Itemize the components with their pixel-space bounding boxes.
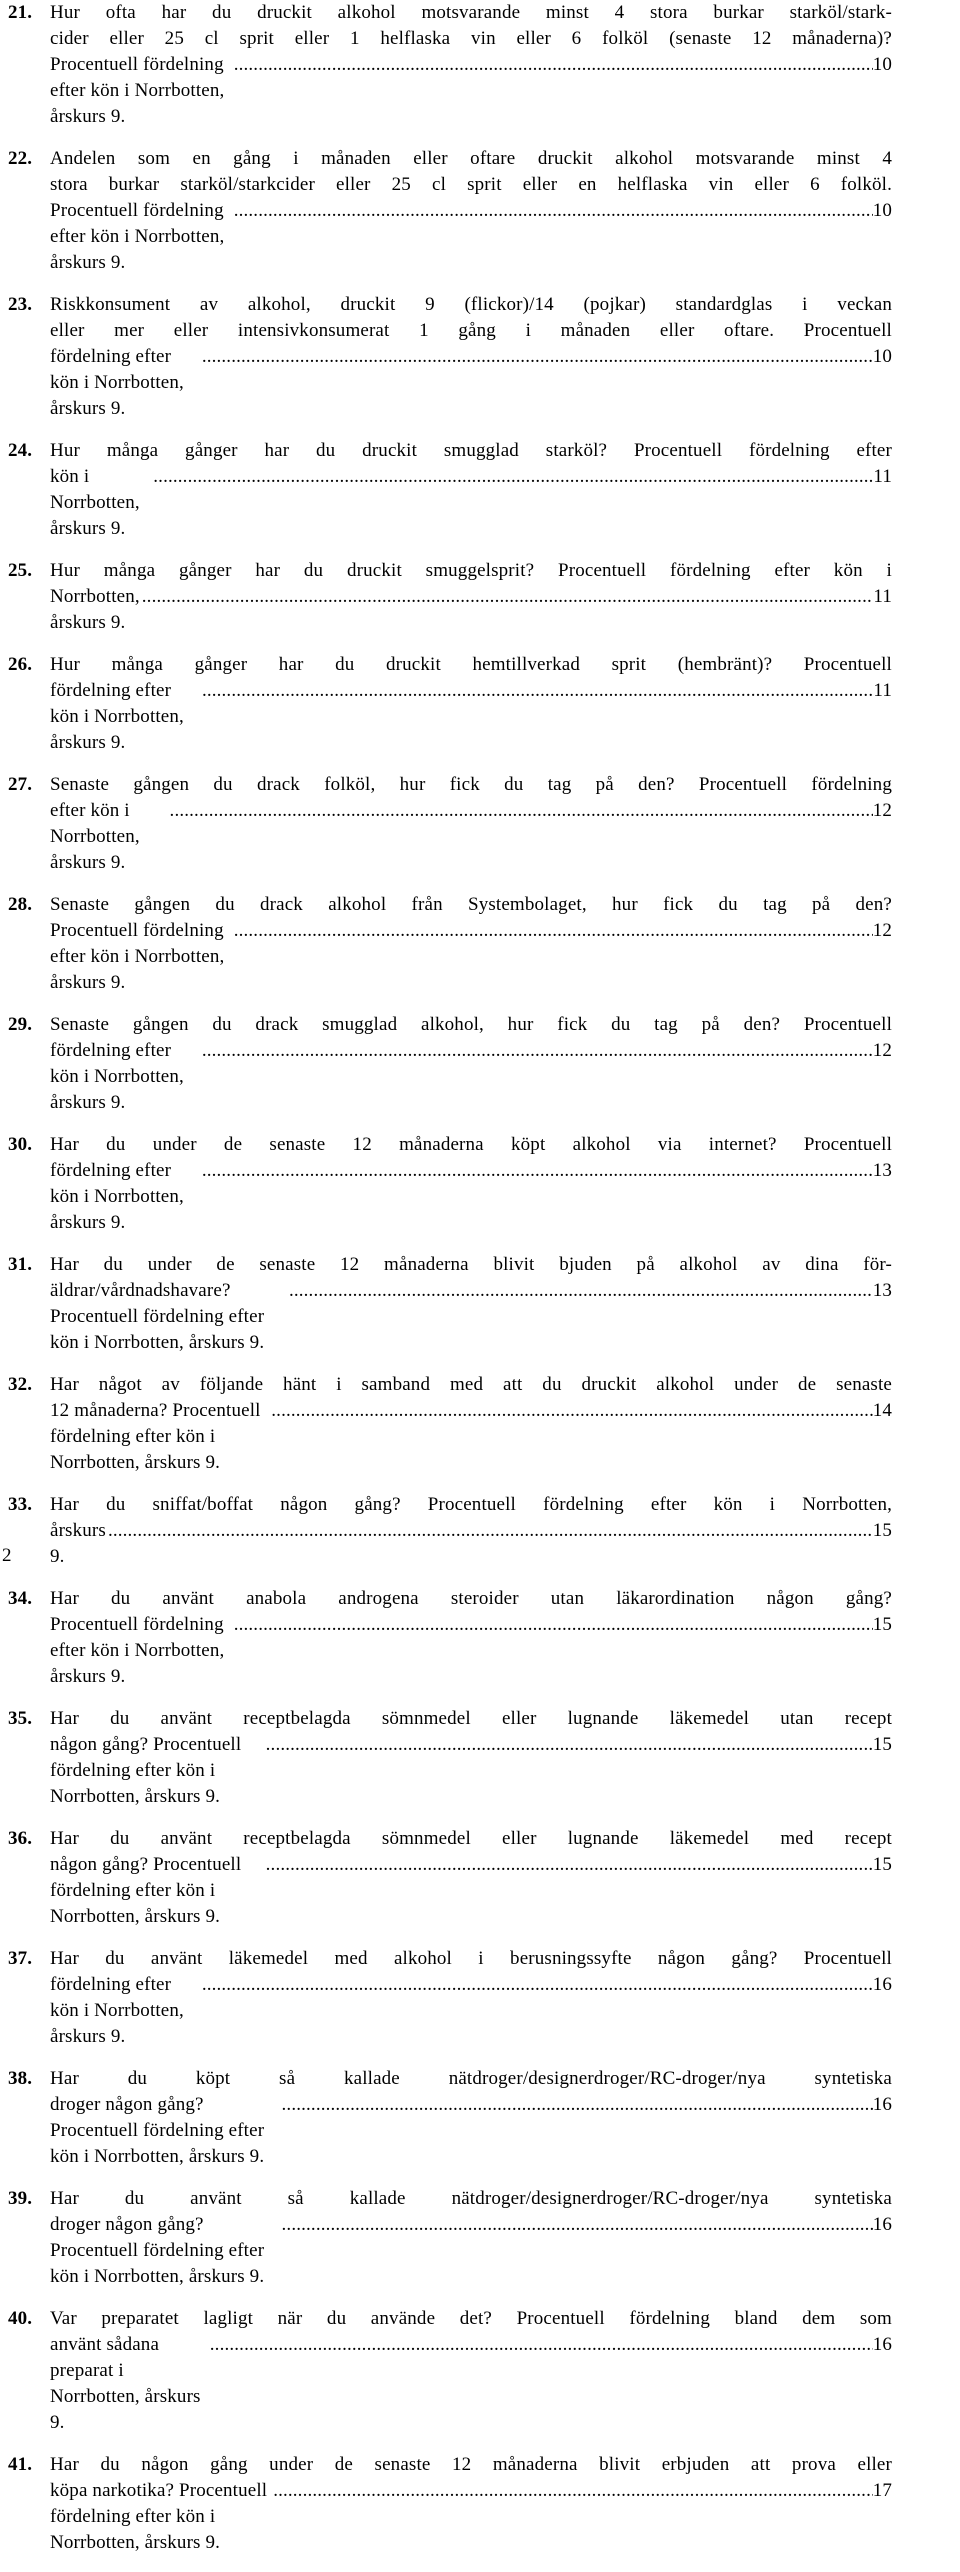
toc-entry-body [50, 1012, 892, 1116]
toc-entry-line: Senaste gången du drack folköl, hur fick du tag på den? Procentuell fördelning [50, 774, 892, 795]
toc-entry-page[interactable]: 15 [872, 1614, 892, 1635]
toc-entry-line: 12 månaderna? Procentuell fördelning efter kön i Norrbotten, årskurs 9. [50, 1400, 261, 1473]
toc-entry-last-line [50, 584, 892, 636]
toc-entry-page[interactable]: 15 [872, 1734, 892, 1755]
toc-entry-last-line [50, 52, 892, 130]
toc-entry-line: Hur ofta har du druckit alkohol motsvarande minst 4 stora burkar starköl/stark- [50, 2, 892, 23]
toc-entry-line: Har du under de senaste 12 månaderna blivit bjuden på alkohol av dina för- [50, 1254, 892, 1275]
toc-entry[interactable] [8, 2066, 892, 2170]
toc-entry-last-line [50, 2332, 892, 2436]
table-of-contents [8, 0, 892, 2572]
toc-entry-line: Senaste gången du drack alkohol från Systembolaget, hur fick du tag på den? [50, 894, 892, 915]
toc-entry[interactable] [8, 2452, 892, 2556]
toc-entry-page[interactable]: 13 [872, 1280, 892, 1301]
toc-entry-number: 41. [8, 2454, 33, 2475]
toc-entry-line: droger någon gång? Procentuell fördelning efter kön i Norrbotten, årskurs 9. [50, 2094, 265, 2167]
toc-entry-number: 36. [8, 1828, 33, 1849]
toc-entry[interactable] [8, 558, 892, 636]
toc-entry[interactable] [8, 2306, 892, 2436]
toc-entry-line: någon gång? Procentuell fördelning efter kön i Norrbotten, årskurs 9. [50, 1854, 242, 1927]
dot-leader [200, 1038, 873, 1064]
toc-entry-page[interactable]: 11 [873, 680, 892, 701]
toc-entry-last-line [50, 798, 892, 876]
toc-entry-last-line [50, 2212, 892, 2290]
toc-entry-body [50, 652, 892, 756]
toc-entry-last-line [50, 1398, 892, 1476]
toc-entry-line: efter kön i Norrbotten, årskurs 9. [50, 800, 140, 873]
toc-entry-body [50, 2066, 892, 2170]
toc-entry[interactable] [8, 438, 892, 542]
toc-entry-number: 34. [8, 1588, 33, 1609]
toc-entry-line: Procentuell fördelning efter kön i Norrbotten, årskurs 9. [50, 54, 225, 127]
toc-entry-body [50, 1372, 892, 1476]
toc-entry-line: fördelning efter kön i Norrbotten, årskurs 9. [50, 1974, 184, 2047]
toc-entry[interactable] [8, 292, 892, 422]
toc-entry-line: Hur många gånger har du druckit smuggelsprit? Procentuell fördelning efter kön i [50, 560, 892, 581]
toc-entry-line: använt sådana preparat i Norrbotten, årskurs 9. [50, 2334, 201, 2433]
toc-entry-page[interactable]: 12 [872, 920, 892, 941]
toc-entry-body [50, 292, 892, 422]
toc-entry-body [50, 2306, 892, 2436]
toc-entry-line: cider eller 25 cl sprit eller 1 helflaska vin eller 6 folköl (senaste 12 månaderna)? [50, 28, 892, 49]
toc-entry-body [50, 438, 892, 542]
toc-entry-last-line [50, 1972, 892, 2050]
toc-entry-number: 29. [8, 1014, 33, 1035]
dot-leader [287, 1278, 873, 1304]
toc-entry[interactable] [8, 1946, 892, 2050]
toc-entry-number: 28. [8, 894, 33, 915]
toc-entry-line: fördelning efter kön i Norrbotten, årskurs 9. [50, 1040, 184, 1113]
dot-leader [232, 1612, 873, 1638]
toc-entry[interactable] [8, 1252, 892, 1356]
dot-leader [271, 2478, 873, 2504]
toc-entry-line: Har du använt receptbelagda sömnmedel eller lugnande läkemedel utan recept [50, 1708, 892, 1729]
toc-entry-page[interactable]: 16 [872, 1974, 892, 1995]
toc-entry-last-line [50, 2092, 892, 2170]
toc-entry-last-line [50, 1732, 892, 1810]
toc-entry-line: Har du sniffat/boffat någon gång? Procentuell fördelning efter kön i Norrbotten, [50, 1494, 892, 1515]
toc-entry-page[interactable]: 15 [872, 1520, 892, 1541]
toc-entry-line: fördelning efter kön i Norrbotten, årskurs 9. [50, 346, 184, 419]
toc-entry-line: Procentuell fördelning efter kön i Norrbotten, årskurs 9. [50, 920, 225, 993]
toc-entry-last-line [50, 1278, 892, 1356]
toc-entry-body [50, 772, 892, 876]
toc-entry-body [50, 1132, 892, 1236]
toc-entry[interactable] [8, 892, 892, 996]
toc-entry[interactable] [8, 146, 892, 276]
toc-entry-line: köpa narkotika? Procentuell fördelning efter kön i Norrbotten, årskurs 9. [50, 2480, 268, 2553]
toc-entry-body [50, 2186, 892, 2290]
toc-entry[interactable] [8, 1372, 892, 1476]
toc-entry-number: 26. [8, 654, 33, 675]
dot-leader [168, 798, 873, 824]
toc-entry-body [50, 1706, 892, 1810]
toc-entry[interactable] [8, 652, 892, 756]
toc-entry-page[interactable]: 10 [872, 200, 892, 221]
toc-entry-last-line [50, 1612, 892, 1690]
toc-entry-number: 35. [8, 1708, 33, 1729]
toc-entry-number: 40. [8, 2308, 33, 2329]
dot-leader [140, 584, 874, 610]
dot-leader [151, 464, 873, 490]
toc-entry-line: eller mer eller intensivkonsumerat 1 gång i månaden eller oftare. Procentuell [50, 320, 892, 341]
toc-entry-page[interactable]: 14 [872, 1400, 892, 1421]
dot-leader [280, 2212, 873, 2238]
dot-leader [232, 52, 873, 78]
toc-entry-line: Hur många gånger har du druckit hemtillverkad sprit (hembränt)? Procentuell [50, 654, 892, 675]
toc-entry-number: 25. [8, 560, 33, 581]
toc-entry-body [50, 1946, 892, 2050]
toc-entry-last-line [50, 1158, 892, 1236]
toc-entry-line: Har du köpt så kallade nätdroger/designerdroger/RC-droger/nya syntetiska [50, 2068, 892, 2089]
toc-entry-number: 21. [8, 2, 33, 23]
toc-entry-page[interactable]: 10 [872, 346, 892, 367]
toc-entry[interactable] [8, 1492, 892, 1570]
toc-entry-line: kön i Norrbotten, årskurs 9. [50, 466, 140, 539]
dot-leader [264, 1732, 873, 1758]
toc-entry-line: Har du använt så kallade nätdroger/designerdroger/RC-droger/nya syntetiska [50, 2188, 892, 2209]
dot-leader [264, 1852, 873, 1878]
toc-entry-body [50, 2452, 892, 2556]
page-number: 2 [2, 1545, 12, 1566]
dot-leader [200, 1972, 873, 1998]
toc-entry-number: 39. [8, 2188, 33, 2209]
toc-entry-line: Senaste gången du drack smugglad alkohol, hur fick du tag på den? Procentuell [50, 1014, 892, 1035]
toc-entry-line: Har du använt anabola androgena steroider utan läkarordination någon gång? [50, 1588, 892, 1609]
toc-entry-page[interactable]: 12 [872, 800, 892, 821]
toc-entry-number: 22. [8, 148, 33, 169]
toc-entry-number: 24. [8, 440, 33, 461]
toc-entry-page[interactable]: 11 [873, 466, 892, 487]
toc-entry-line: Har du använt läkemedel med alkohol i berusningssyfte någon gång? Procentuell [50, 1948, 892, 1969]
toc-entry-line: Har något av följande hänt i samband med att du druckit alkohol under de senaste [50, 1374, 892, 1395]
toc-entry-number: 27. [8, 774, 33, 795]
toc-entry-body [50, 1492, 892, 1570]
toc-entry-page[interactable]: 17 [872, 2480, 892, 2501]
dot-leader [106, 1518, 873, 1544]
toc-entry-line: Har du använt receptbelagda sömnmedel eller lugnande läkemedel med recept [50, 1828, 892, 1849]
toc-entry-last-line [50, 1038, 892, 1116]
toc-entry-last-line [50, 464, 892, 542]
toc-entry-last-line [50, 344, 892, 422]
toc-entry-number: 32. [8, 1374, 33, 1395]
dot-leader [200, 344, 873, 370]
toc-entry-line: fördelning efter kön i Norrbotten, årskurs 9. [50, 680, 184, 753]
toc-entry[interactable] [8, 1012, 892, 1116]
dot-leader [200, 1158, 873, 1184]
toc-entry-body [50, 1252, 892, 1356]
toc-entry-line: äldrar/vårdnadshavare? Procentuell fördelning efter kön i Norrbotten, årskurs 9. [50, 1280, 265, 1353]
toc-entry-body [50, 1586, 892, 1690]
toc-entry-page[interactable]: 16 [872, 2214, 892, 2235]
toc-entry-line: Procentuell fördelning efter kön i Norrbotten, årskurs 9. [50, 200, 225, 273]
toc-entry-number: 31. [8, 1254, 33, 1275]
toc-entry-number: 33. [8, 1494, 33, 1515]
toc-entry-last-line [50, 918, 892, 996]
toc-entry[interactable] [8, 1826, 892, 1930]
toc-entry-line: droger någon gång? Procentuell fördelning efter kön i Norrbotten, årskurs 9. [50, 2214, 265, 2287]
toc-entry[interactable] [8, 0, 892, 130]
toc-entry[interactable] [8, 1132, 892, 1236]
toc-entry-line: årskurs 9. [50, 1520, 106, 1567]
toc-entry-body [50, 558, 892, 636]
toc-entry-page[interactable]: 15 [872, 1854, 892, 1875]
toc-entry-line: Var preparatet lagligt när du använde det? Procentuell fördelning bland dem som [50, 2308, 892, 2329]
toc-entry-line: Procentuell fördelning efter kön i Norrbotten, årskurs 9. [50, 1614, 225, 1687]
toc-entry-number: 38. [8, 2068, 33, 2089]
toc-entry-number: 37. [8, 1948, 33, 1969]
dot-leader [232, 198, 873, 224]
dot-leader [269, 1398, 872, 1424]
dot-leader [280, 2092, 873, 2118]
dot-leader [200, 678, 873, 704]
toc-entry-line: Hur många gånger har du druckit smugglad starköl? Procentuell fördelning efter [50, 440, 892, 461]
toc-entry-page[interactable]: 12 [872, 1040, 892, 1061]
toc-entry[interactable] [8, 1706, 892, 1810]
toc-entry-line: Norrbotten, årskurs 9. [50, 586, 140, 633]
toc-entry[interactable] [8, 772, 892, 876]
dot-leader [208, 2332, 873, 2358]
toc-entry-line: fördelning efter kön i Norrbotten, årskurs 9. [50, 1160, 184, 1233]
toc-entry-body [50, 892, 892, 996]
toc-entry-line: Har du under de senaste 12 månaderna köpt alkohol via internet? Procentuell [50, 1134, 892, 1155]
toc-entry-page[interactable]: 10 [872, 54, 892, 75]
toc-entry-body [50, 0, 892, 130]
toc-entry-body [50, 146, 892, 276]
toc-entry-last-line [50, 1518, 892, 1570]
toc-entry-page[interactable]: 11 [873, 586, 892, 607]
toc-entry-line: någon gång? Procentuell fördelning efter kön i Norrbotten, årskurs 9. [50, 1734, 242, 1807]
toc-entry-number: 23. [8, 294, 33, 315]
toc-entry-last-line [50, 2478, 892, 2556]
toc-entry[interactable] [8, 1586, 892, 1690]
toc-entry[interactable] [8, 2186, 892, 2290]
toc-entry-line: stora burkar starköl/starkcider eller 25 cl sprit eller en helflaska vin eller 6 folköl. [50, 174, 892, 195]
toc-entry-last-line [50, 198, 892, 276]
toc-entry-line: Riskkonsument av alkohol, druckit 9 (flickor)/14 (pojkar) standardglas i veckan [50, 294, 892, 315]
toc-entry-number: 30. [8, 1134, 33, 1155]
toc-entry-page[interactable]: 13 [872, 1160, 892, 1181]
toc-entry-last-line [50, 1852, 892, 1930]
dot-leader [232, 918, 873, 944]
toc-entry-line: Har du någon gång under de senaste 12 månaderna blivit erbjuden att prova eller [50, 2454, 892, 2475]
toc-entry-last-line [50, 678, 892, 756]
toc-entry-line: Andelen som en gång i månaden eller oftare druckit alkohol motsvarande minst 4 [50, 148, 892, 169]
toc-entry-page[interactable]: 16 [872, 2094, 892, 2115]
toc-entry-page[interactable]: 16 [872, 2334, 892, 2355]
toc-entry-body [50, 1826, 892, 1930]
